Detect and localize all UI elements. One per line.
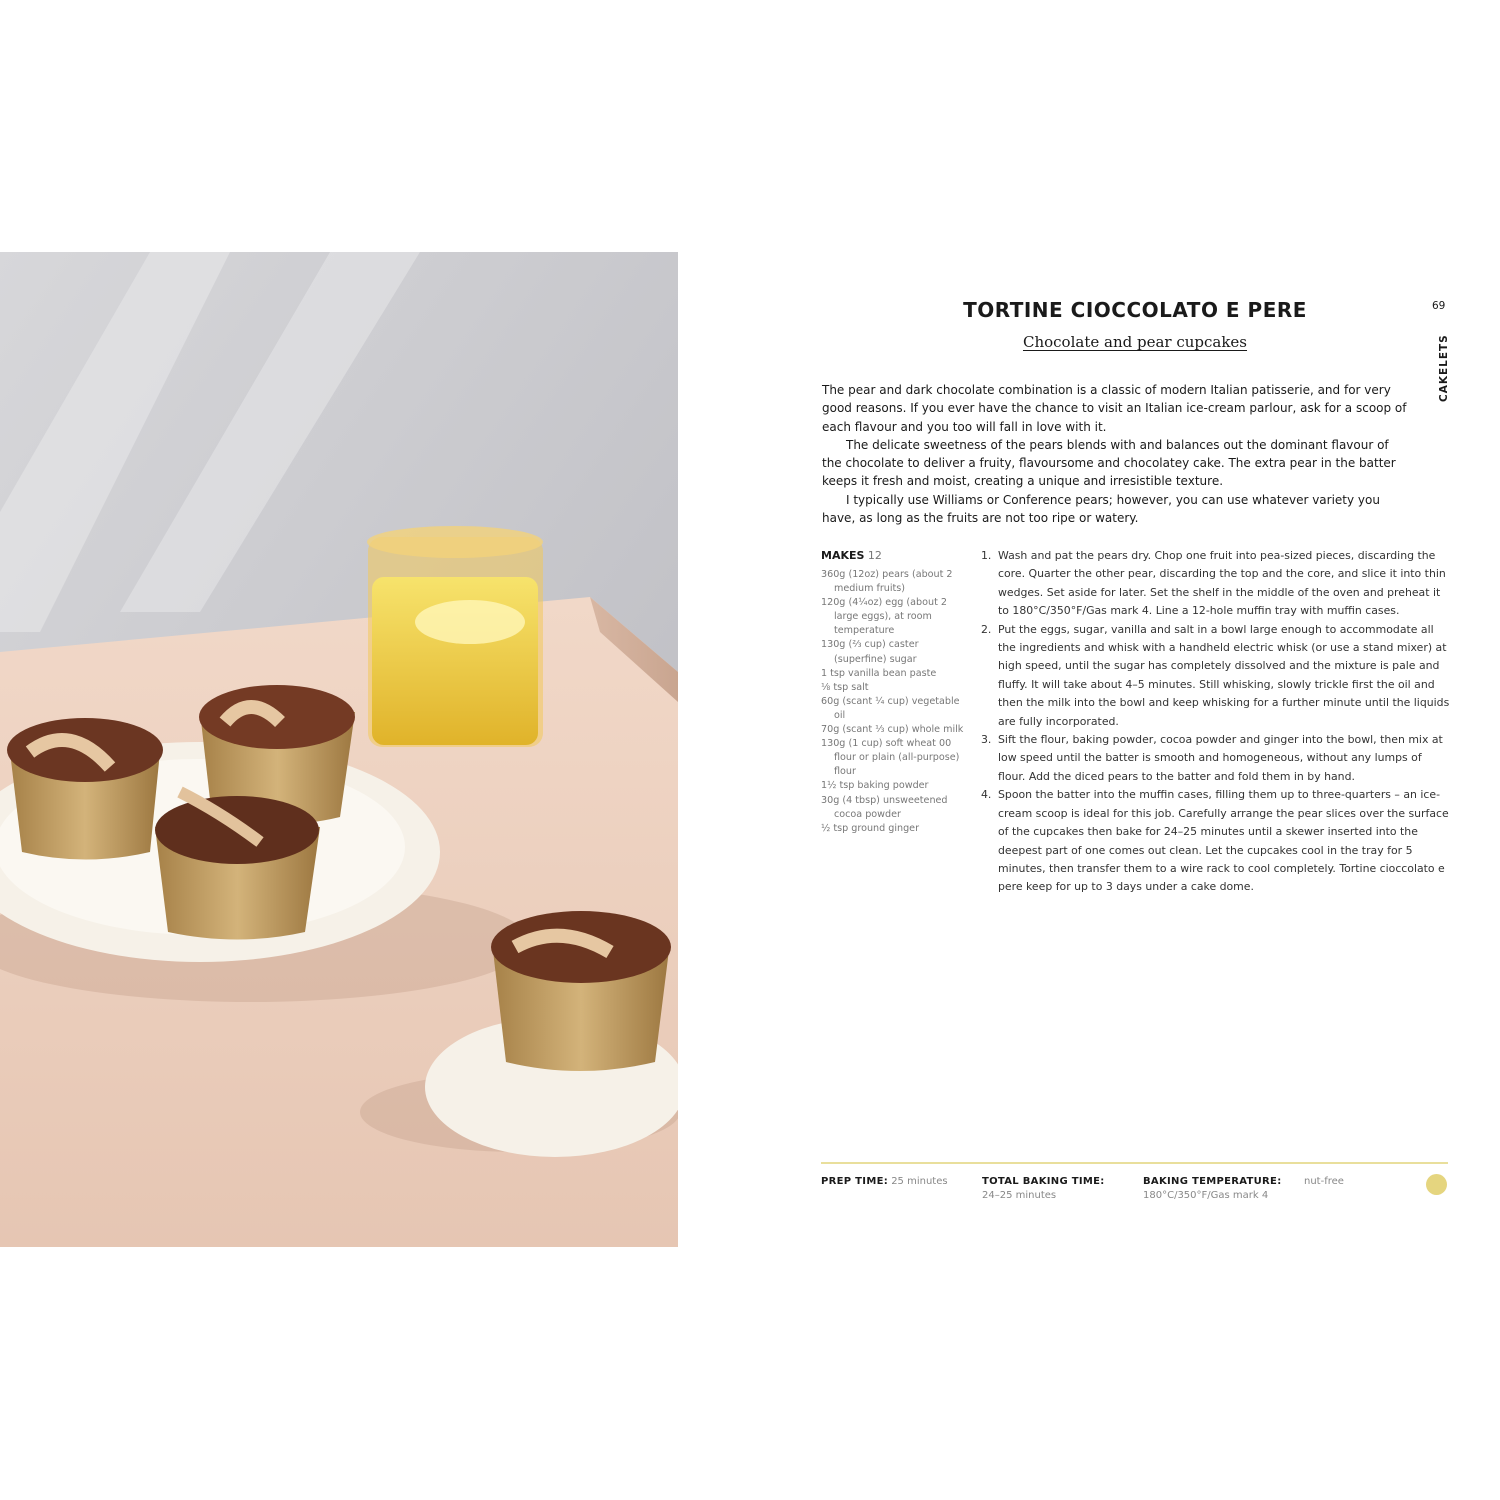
baking-temperature <box>1143 1175 1282 1203</box>
recipe-photo <box>0 252 678 1247</box>
method-steps <box>981 547 1451 897</box>
total-baking-time <box>982 1175 1105 1203</box>
diet-tag: nut-free <box>1304 1176 1344 1187</box>
prep-time <box>821 1175 948 1189</box>
ingredient-item: 1 tsp vanilla bean paste <box>821 667 937 679</box>
recipe-title: TORTINE CIOCCOLATO E PERE <box>963 298 1307 322</box>
ingredient-item: 120g (4¼oz) egg (about 2 large eggs), at room temperature <box>821 597 948 637</box>
method-step <box>981 786 1451 896</box>
recipe-subtitle <box>820 333 1450 351</box>
makes-value: 12 <box>867 549 882 562</box>
intro-paragraph: The pear and dark chocolate combination is a classic of modern Italian patisserie, and for very good reasons. If you ever have the chance to visit an Italian ice-cream parlour, ask for a scoop of each flavour and you too will fall in love with it. <box>822 383 1407 434</box>
intro-paragraph: The delicate sweetness of the pears blends with and balances out the dominant flavour of the chocolate to deliver a fruity, flavoursome and chocolatey cake. The extra pear in the batter keeps it fresh and moist, creating a unique and irresistible texture. <box>822 437 1396 489</box>
step-text: Spoon the batter into the muffin cases, filling them up to three-quarters – an ice-cream scoop is ideal for this job. Carefully arrange the pear slices over the surface of the cupcakes then bake for 24–25 minutes until a skewer inserted into the deepest part of one comes out clean. Let the cupcakes cool in the tray for 5 minutes, then transfer them to a wire rack to cool completely. Tortine cioccolato e pere keep for up to 3 days under a cake dome. <box>998 788 1449 894</box>
ingredient-item: 60g (scant ¼ cup) vegetable oil <box>821 695 960 721</box>
step-number: 3. <box>981 733 992 747</box>
method-step <box>981 731 1451 786</box>
recipe-intro <box>822 381 1410 527</box>
baking-temperature-value: 180°C/350°F/Gas mark 4 <box>1143 1190 1269 1201</box>
accent-dot-icon <box>1426 1174 1447 1195</box>
step-text: Put the eggs, sugar, vanilla and salt in a bowl large enough to accommodate all the ingredients and whisk with a handheld electric whisk (or use a stand mixer) at high speed, until the sugar has completely dissolved and the mixture is pale and fluffy. It will take about 4–5 minutes. Still whisking, slowly trickle first the oil and then the milk into the bowl and keep whisking for a further minute until the liquids are fully incorporated. <box>998 622 1450 728</box>
ingredient-item: ½ tsp ground ginger <box>821 822 920 834</box>
ingredient-item: 130g (⅔ cup) caster (superfine) sugar <box>821 639 919 665</box>
method-step <box>981 621 1451 731</box>
makes-label: MAKES <box>821 549 865 562</box>
footer-divider <box>821 1162 1448 1164</box>
method-step <box>981 547 1451 621</box>
intro-paragraph: I typically use Williams or Conference pears; however, you can use whatever variety you have, as long as the fruits are not too ripe or watery. <box>822 492 1380 526</box>
makes-heading <box>821 549 971 562</box>
section-label: CAKELETS <box>1438 334 1450 402</box>
ingredient-item: 360g (12oz) pears (about 2 medium fruits) <box>821 569 953 595</box>
ingredient-item: 130g (1 cup) soft wheat 00 flour or plain (all-purpose) flour <box>821 738 960 778</box>
step-number: 4. <box>981 788 992 802</box>
page-number: 69 <box>1432 300 1446 312</box>
ingredients-list <box>821 568 971 836</box>
total-baking-time-label: TOTAL BAKING TIME: <box>982 1176 1105 1187</box>
recipe-subtitle-text: Chocolate and pear cupcakes <box>1022 333 1248 351</box>
chocolate-pear-cupcakes-photo <box>0 252 678 1247</box>
step-text: Wash and pat the pears dry. Chop one fruit into pea-sized pieces, discarding the core. Quarter the other pear, discarding the top and the core, and slice it into thin wedges. Set aside for later. Set the shelf in the middle of the oven and preheat it to 180°C/350°F/Gas mark 4. Line a 12-hole muffin tray with muffin cases. <box>998 549 1446 618</box>
ingredients-column <box>821 549 971 836</box>
step-number: 2. <box>981 622 992 636</box>
step-number: 1. <box>981 549 992 562</box>
ingredient-item: 30g (4 tbsp) unsweetened cocoa powder <box>821 794 948 820</box>
total-baking-time-value: 24–25 minutes <box>982 1190 1057 1201</box>
ingredient-item: 70g (scant ⅓ cup) whole milk <box>821 724 964 736</box>
ingredient-item: ⅛ tsp salt <box>821 681 869 693</box>
step-text: Sift the flour, baking powder, cocoa powder and ginger into the bowl, then mix at low speed until the batter is smooth and homogeneous, without any lumps of flour. Add the diced pears to the batter and fold them in by hand. <box>998 733 1443 783</box>
ingredient-item: 1½ tsp baking powder <box>821 780 929 792</box>
baking-temperature-label: BAKING TEMPERATURE: <box>1143 1176 1282 1187</box>
prep-time-label: PREP TIME: <box>821 1176 888 1187</box>
prep-time-value: 25 minutes <box>891 1176 948 1187</box>
